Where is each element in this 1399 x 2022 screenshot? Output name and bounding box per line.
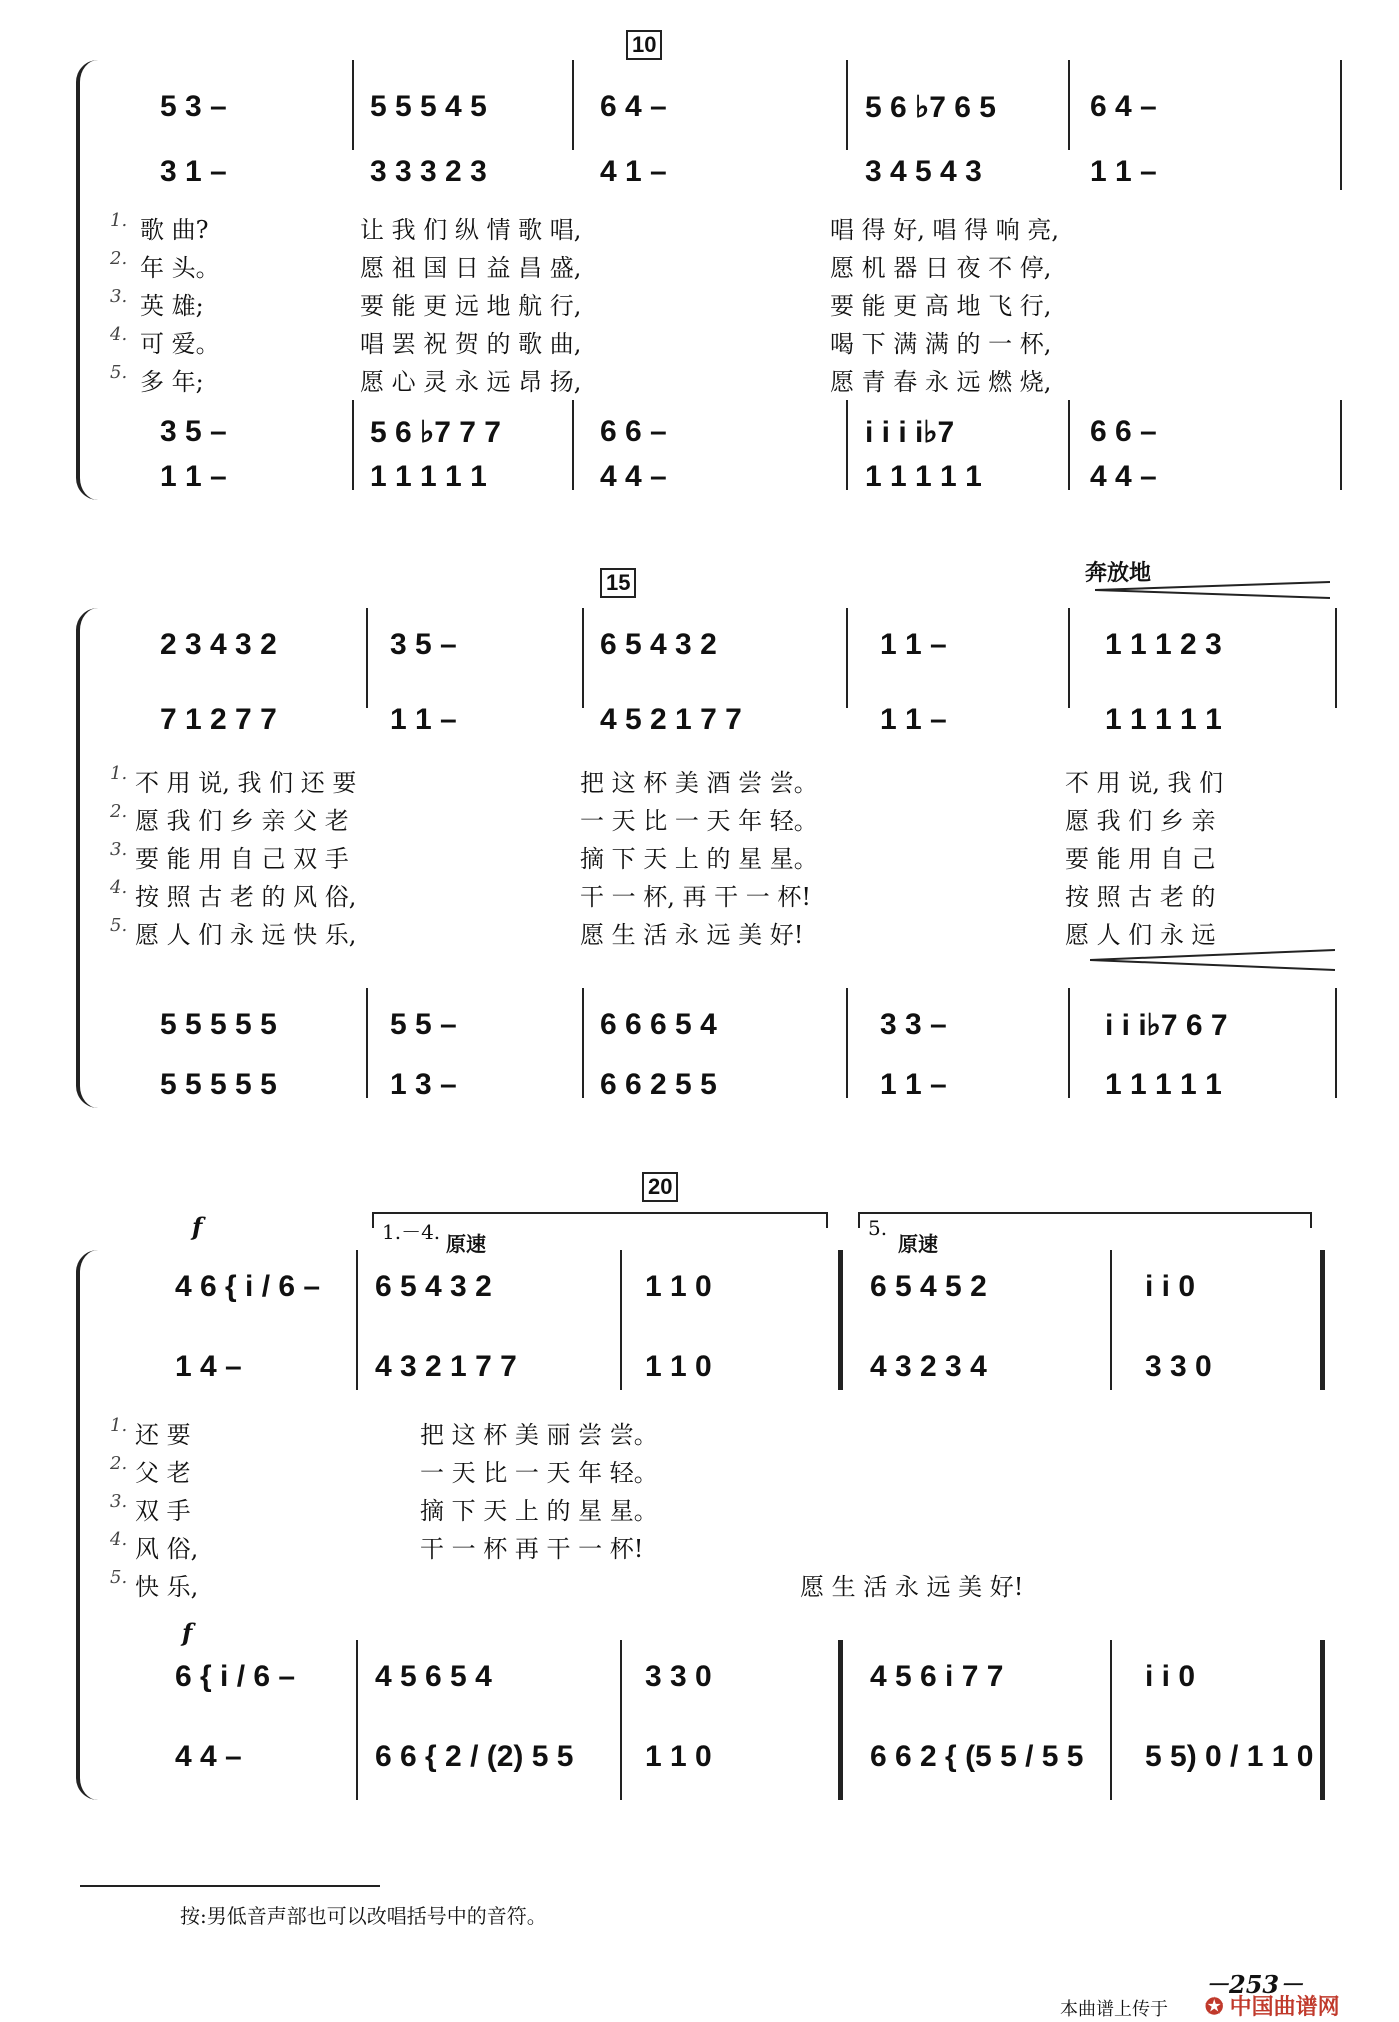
lyrics-block-3: 1. 还 要 把 这 杯 美 丽 尝 尝。 2. 父 老 一 天 比 一 天 年 轻。 3. 双 手 摘 下 天 上 的 星 星。 4. 风 俗, 干 一 杯 再 干 一 杯! 5. 快 乐, 愿 生 活 永 远 美 好! [110,1415,1024,1601]
measure: 1 1 – [880,628,947,661]
notes-tenor [130,1008,1350,1048]
measure: i i 0 [1145,1660,1196,1693]
measure: 1 3 – [390,1068,457,1101]
measure: 5 5) 0 / 1 1 0 [1145,1740,1314,1773]
measure: 4 1 – [600,155,667,188]
measure: i i i i♭7 [865,416,955,449]
measure: 6 6 – [600,415,667,448]
measure: 3 5 – [160,415,227,448]
system-2 [70,608,1350,1108]
volta-1-4 [372,1212,828,1256]
page-number: －253－ [1205,1970,1304,1999]
measure: 3 5 – [390,628,457,661]
measure: 4 3 2 1 7 7 [375,1350,517,1383]
measure: 6 6 – [1090,415,1157,448]
system-1-brace [76,60,102,500]
site-logo[interactable] [1205,1990,1340,2021]
measure: 4 4 – [600,460,667,493]
measure: 1 1 0 [645,1270,712,1303]
measure: 4 6 { i / 6 – [175,1270,321,1303]
notes-alto [130,155,1350,195]
measure: 6 6 2 { (5 5 / 5 5 [870,1740,1084,1773]
logo-icon: ✪ [1205,1994,1224,2019]
measure: 4 4 – [1090,460,1157,493]
measure: 6 6 { 2 / (2) 5 5 [375,1740,574,1773]
tempo-primo-2: 原速 [898,1234,938,1256]
notes-alto [130,703,1350,743]
measure: 3 3 0 [1145,1350,1212,1383]
measure: 5 5 5 4 5 [370,90,487,123]
system-3 [70,1250,1350,1800]
measure: 5 6 ♭7 6 5 [865,91,996,124]
rehearsal-mark-10: 10 [626,30,662,60]
measure: 4 4 – [175,1740,242,1773]
measure: 6 4 – [1090,90,1157,123]
measure: 5 6 ♭7 7 7 [370,416,501,449]
lyrics-block-1: 1. 歌 曲? 让 我 们 纵 情 歌 唱, 唱 得 好, 唱 得 响 亮, 2. 年 头。 愿 祖 国 日 益 昌 盛, 愿 机 器 日 夜 不 停, 3. 英 雄; 要 能 更 远 地 航 行, 要 能 更 高 地 飞 行, 4. 可 爱。 唱 罢 祝 贺 的 歌 曲, 喝 下 满 满 的 一 杯, 5. 多 年; 愿 心 灵 永 远 昂 扬, 愿 青 春 永 远 燃 烧, [110,210,1060,396]
footer-uploaded-text: 本曲谱上传于 [1060,1999,1168,2019]
measure: 6 5 4 3 2 [600,628,717,661]
measure: 4 3 2 3 4 [870,1350,987,1383]
system-3-brace [76,1250,102,1800]
decrescendo-wedge [1095,580,1330,600]
dynamic-forte-2: f [182,1618,193,1647]
measure: i i 0 [1145,1270,1196,1303]
measure: 1 1 1 1 1 [1105,703,1222,736]
measure: 6 { i / 6 – [175,1660,296,1693]
volta-1-4-label: 1.－4. [382,1220,441,1244]
notes-bass [130,1068,1350,1108]
measure: 1 1 1 1 1 [865,460,982,493]
dynamic-forte-1: f [192,1212,203,1241]
rehearsal-mark-15: 15 [600,568,636,598]
measure: 6 6 6 5 4 [600,1008,717,1041]
measure: 1 1 – [880,703,947,736]
measure: 1 1 – [160,460,227,493]
rehearsal-mark-20: 20 [642,1172,678,1202]
site-name: 中国曲谱网 [1229,1994,1340,2019]
measure: 1 1 1 2 3 [1105,628,1222,661]
measure: 6 5 4 3 2 [375,1270,492,1303]
measure: 1 4 – [175,1350,242,1383]
volta-5 [858,1212,1312,1256]
volta-5-label: 5. [868,1216,888,1240]
measure: 3 3 0 [645,1660,712,1693]
measure: 5 3 – [160,90,227,123]
notes-soprano [130,1270,1350,1310]
footnote: 按:男低音声部也可以改唱括号中的音符。 [180,1904,547,1928]
measure: 3 3 3 2 3 [370,155,487,188]
measure: 1 1 0 [645,1350,712,1383]
measure: 1 1 0 [645,1740,712,1773]
measure: 6 5 4 5 2 [870,1270,987,1303]
measure: 5 5 – [390,1008,457,1041]
measure: 6 6 2 5 5 [600,1068,717,1101]
measure: 1 1 – [390,703,457,736]
notes-alto [130,1350,1350,1390]
footnote-rule [80,1885,380,1887]
measure: 6 4 – [600,90,667,123]
notes-tenor [130,415,1350,455]
measure: 4 5 6 i 7 7 [870,1660,1004,1693]
measure: 4 5 6 5 4 [375,1660,492,1693]
measure: 1 1 1 1 1 [1105,1068,1222,1101]
measure: i i i♭7 6 7 [1105,1009,1228,1042]
notes-bass [130,1740,1350,1780]
expression-benfang: 奔放地 [1085,560,1152,585]
tempo-primo-1: 原速 [446,1234,486,1256]
notes-soprano [130,90,1350,130]
measure: 5 5 5 5 5 [160,1008,277,1041]
measure: 1 1 – [1090,155,1157,188]
system-1 [70,60,1350,500]
measure: 3 1 – [160,155,227,188]
measure: 4 5 2 1 7 7 [600,703,742,736]
lyrics-block-2: 1. 不 用 说, 我 们 还 要 把 这 杯 美 酒 尝 尝。 不 用 说, 我 们 2. 愿 我 们 乡 亲 父 老 一 天 比 一 天 年 轻。 愿 我 们 乡 亲 3. 要 能 用 自 己 双 手 摘 下 天 上 的 星 星。 要 能 用 自 己 4. 按 照 古 老 的 风 俗, 干 一 杯, 再 干 一 杯! 按 照 古 老 的 5. 愿 人 们 永 远 快 乐, 愿 生 活 永 远 美 好! 愿 人 们 永 远 [110,763,1224,949]
measure: 7 1 2 7 7 [160,703,277,736]
measure: 3 3 – [880,1008,947,1041]
notes-bass [130,460,1350,500]
crescendo-wedge [1090,948,1335,972]
measure: 3 4 5 4 3 [865,155,982,188]
notes-soprano [130,628,1350,668]
measure: 2 3 4 3 2 [160,628,277,661]
notes-tenor [130,1660,1350,1700]
measure: 1 1 – [880,1068,947,1101]
measure: 1 1 1 1 1 [370,460,487,493]
measure: 5 5 5 5 5 [160,1068,277,1101]
system-2-brace [76,608,102,1108]
